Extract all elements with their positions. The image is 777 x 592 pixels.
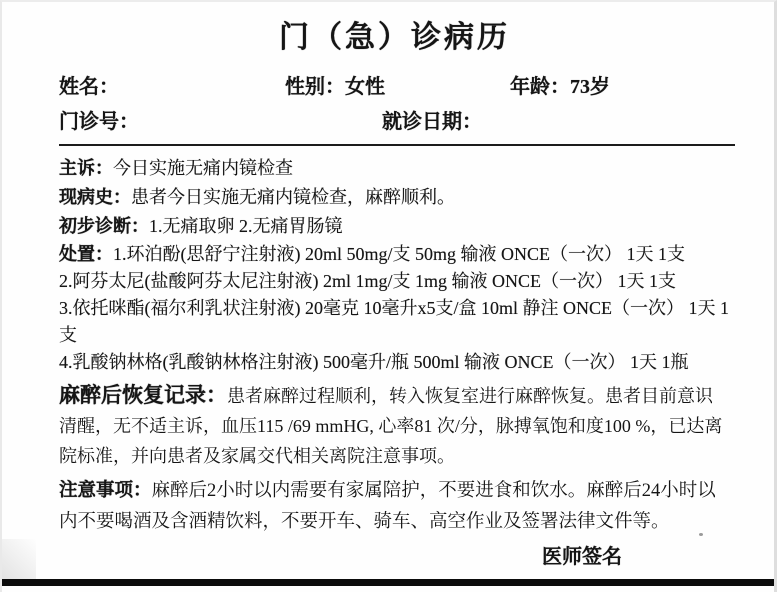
- disposition-item: 3.依托咪酯(福尔利乳状注射液) 20毫克 10毫升x5支/盒 10ml 静注 ONCE（一次） 1天 1支: [59, 298, 729, 345]
- disposition-item: 4.乳酸钠林格(乳酸钠林格注射液) 500毫升/瓶 500ml 输液 ONCE（一次） 1天 1瓶: [59, 352, 689, 372]
- name-field: 姓名：: [59, 76, 119, 98]
- age-field: [510, 74, 730, 100]
- page-title: 门（急）诊病历: [279, 21, 510, 54]
- disposition-label: 处置：: [59, 244, 113, 264]
- physician-signature-label: 医师签名: [542, 546, 622, 568]
- header-divider: [59, 144, 735, 146]
- header-row-identity: [59, 74, 730, 100]
- present-illness-label: 现病史：: [59, 187, 131, 207]
- present-illness: [59, 183, 730, 212]
- disposition-line-4: [59, 349, 730, 376]
- recovery-record: [59, 380, 730, 471]
- disposition-item: 1.环泊酚(思舒宁注射液) 20ml 50mg/支 50mg 输液 ONCE（一次） 1天 1支: [113, 244, 685, 264]
- disposition-item: 2.阿芬太尼(盐酸阿芬太尼注射液) 2ml 1mg/支 1mg 输液 ONCE（一次） 1天 1支: [59, 271, 676, 291]
- disposition-line-2: [59, 268, 730, 295]
- precautions: [59, 476, 730, 538]
- precautions-text: 麻醉后2小时以内需要有家属陪护，不要进食和饮水。麻醉后24小时以内不要喝酒及含酒精饮料，不要开车、骑车、高空作业及签署法律文件等。: [59, 481, 716, 532]
- page-content: [2, 2, 774, 570]
- preliminary-diagnosis-label: 初步诊断：: [59, 216, 149, 236]
- disposition-line-3: [59, 295, 730, 349]
- age-value: 73岁: [570, 76, 610, 98]
- precautions-label: 注意事项：: [59, 481, 152, 501]
- disposition-line-1: [59, 241, 730, 268]
- recovery-record-label: 麻醉后恢复记录：: [59, 383, 227, 407]
- sex-value: 女性: [345, 76, 385, 98]
- header-row-visit: [59, 109, 730, 135]
- clinic-number-field: 门诊号：: [59, 111, 139, 133]
- chief-complaint-text: 今日实施无痛内镜检查: [113, 158, 293, 178]
- chief-complaint-label: 主诉：: [59, 158, 113, 178]
- scan-artifact-dot: [699, 533, 703, 536]
- sex-field: [285, 74, 510, 100]
- scan-corner-shade: [2, 539, 36, 579]
- preliminary-diagnosis-text: 1.无痛取卵 2.无痛胃肠镜: [149, 216, 343, 236]
- recovery-record-text: 患者麻醉过程顺利，转入恢复室进行麻醉恢复。患者目前意识清醒，无不适主诉，血压115 /69 mmHG, 心率81 次/分，脉搏氧饱和度100 %，已达离院标准，并向患者及家属交代相关离院注意事项。: [59, 386, 723, 466]
- preliminary-diagnosis: [59, 212, 730, 241]
- scan-bottom-edge: [2, 579, 774, 586]
- present-illness-text: 患者今日实施无痛内镜检查，麻醉顺利。: [131, 187, 455, 207]
- chief-complaint: [59, 154, 730, 183]
- age-label: 年龄：: [510, 76, 570, 98]
- visit-date-field: 就诊日期：: [382, 111, 482, 133]
- sex-label: 性别：: [285, 76, 345, 98]
